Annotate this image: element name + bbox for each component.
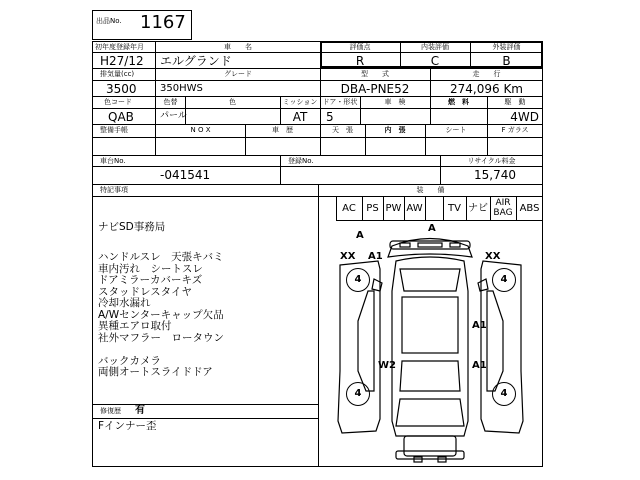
chassis-value: -041541 xyxy=(160,168,211,182)
manual-label: 整備手帳 xyxy=(100,126,128,134)
note-line: ハンドルスレ 天張キバミ xyxy=(98,251,224,263)
equipment-pw: PW xyxy=(385,203,402,214)
registration-label: 初年度登録年月 xyxy=(95,43,144,51)
history-label: 車 歴 xyxy=(272,126,293,134)
equipment-airbag: AIR BAG xyxy=(493,198,513,218)
damage-mark: A1 xyxy=(472,360,487,371)
car-name-value: エルグランド xyxy=(160,54,232,68)
note-line: 異種エアロ取付 xyxy=(98,320,172,332)
equipment-tv: TV xyxy=(448,203,461,214)
color-type-label: 色替 xyxy=(163,98,178,106)
special-notes-label: 特記事項 xyxy=(100,186,128,194)
car-name-label: 車 名 xyxy=(224,43,252,51)
tire-rear-right: 4 xyxy=(492,382,516,406)
repair-note: Fインナー歪 xyxy=(98,420,157,432)
equipment-abs: ABS xyxy=(519,203,540,214)
notes-list xyxy=(98,252,308,379)
notes-top: ナビSD事務局 xyxy=(98,221,166,233)
grade-label: グレード xyxy=(224,70,252,78)
tire-front-right: 4 xyxy=(492,268,516,292)
note-line: ドアミラーカバーキズ xyxy=(98,274,203,286)
model-value: DBA-PNE52 xyxy=(340,82,410,96)
equipment-ac: AC xyxy=(342,203,356,214)
displacement-value: 3500 xyxy=(106,82,137,96)
note-line: バックカメラ xyxy=(98,354,161,367)
note-line: 両側オートスライドドア xyxy=(98,366,213,378)
equipment-aw: AW xyxy=(406,203,423,214)
rating-value: R xyxy=(355,54,365,68)
equipment-ps: PS xyxy=(366,203,379,214)
transmission-value: AT xyxy=(292,110,308,124)
exterior-value: B xyxy=(502,54,511,68)
damage-mark: A1 xyxy=(472,320,487,331)
interior-value: C xyxy=(430,54,440,68)
mileage-label: 走 行 xyxy=(472,70,501,78)
drive-label: 駆 動 xyxy=(504,98,526,106)
fglass-label: F ガラス xyxy=(501,126,529,134)
mileage-value: 274,096 Km xyxy=(450,82,523,96)
equipment-label: 装 備 xyxy=(416,186,445,194)
interior-upholstery-label: 内 張 xyxy=(384,126,406,134)
damage-mark: XX xyxy=(340,251,356,262)
repair-value: 有 xyxy=(135,405,145,416)
transmission-label: ミッション xyxy=(282,98,318,106)
inspection-label: 車 検 xyxy=(384,98,406,106)
color-code-label: 色コード xyxy=(104,98,132,106)
nox-label: N O X xyxy=(190,126,211,134)
note-line: A/Wセンターキャップ欠品 xyxy=(98,308,224,321)
damage-mark: A xyxy=(428,223,436,234)
damage-mark: A1 xyxy=(368,251,383,262)
grade-value: 350HWS xyxy=(160,83,203,94)
note-line: 社外マフラー ロータウン xyxy=(98,331,224,344)
color-type-value: パール xyxy=(160,111,187,121)
tire-front-left: 4 xyxy=(346,268,370,292)
note-line: 冷却水漏れ xyxy=(98,297,151,309)
sunroof-label: 天 張 xyxy=(332,126,353,134)
fuel-label: 燃 料 xyxy=(448,98,469,106)
doors-label: ドア・形状 xyxy=(322,98,358,106)
interior-label: 内装評価 xyxy=(421,43,449,51)
damage-mark: XX xyxy=(485,251,501,262)
recycle-value: 15,740 xyxy=(474,168,516,182)
recycle-label: リサイクル料金 xyxy=(467,157,516,165)
color-code-value: QAB xyxy=(108,110,134,124)
lot-label: 出品No. xyxy=(96,17,122,25)
seat-label: シート xyxy=(445,126,467,134)
lot-number: 1167 xyxy=(140,12,186,33)
color-label: 色 xyxy=(229,98,236,106)
drive-value: 4WD xyxy=(510,110,539,124)
doors-value: 5 xyxy=(326,110,334,124)
exterior-label: 外装評価 xyxy=(492,43,521,51)
rating-label: 評価点 xyxy=(349,43,371,51)
registration-value: H27/12 xyxy=(100,54,144,68)
equipment-navi: ナビ xyxy=(468,203,488,214)
chassis-label: 車台No. xyxy=(100,157,126,165)
repair-label: 修復歴 xyxy=(100,407,121,415)
damage-mark: A xyxy=(356,230,364,241)
displacement-label: 排気量(cc) xyxy=(100,70,135,78)
note-line xyxy=(98,344,308,356)
reg-no-label: 登録No. xyxy=(288,157,314,165)
note-line: 車内汚れ シートスレ xyxy=(98,262,203,275)
damage-mark: W2 xyxy=(378,360,396,371)
model-label: 型 式 xyxy=(361,70,389,78)
tire-rear-left: 4 xyxy=(346,382,370,406)
note-line: スタッドレスタイヤ xyxy=(98,285,192,298)
